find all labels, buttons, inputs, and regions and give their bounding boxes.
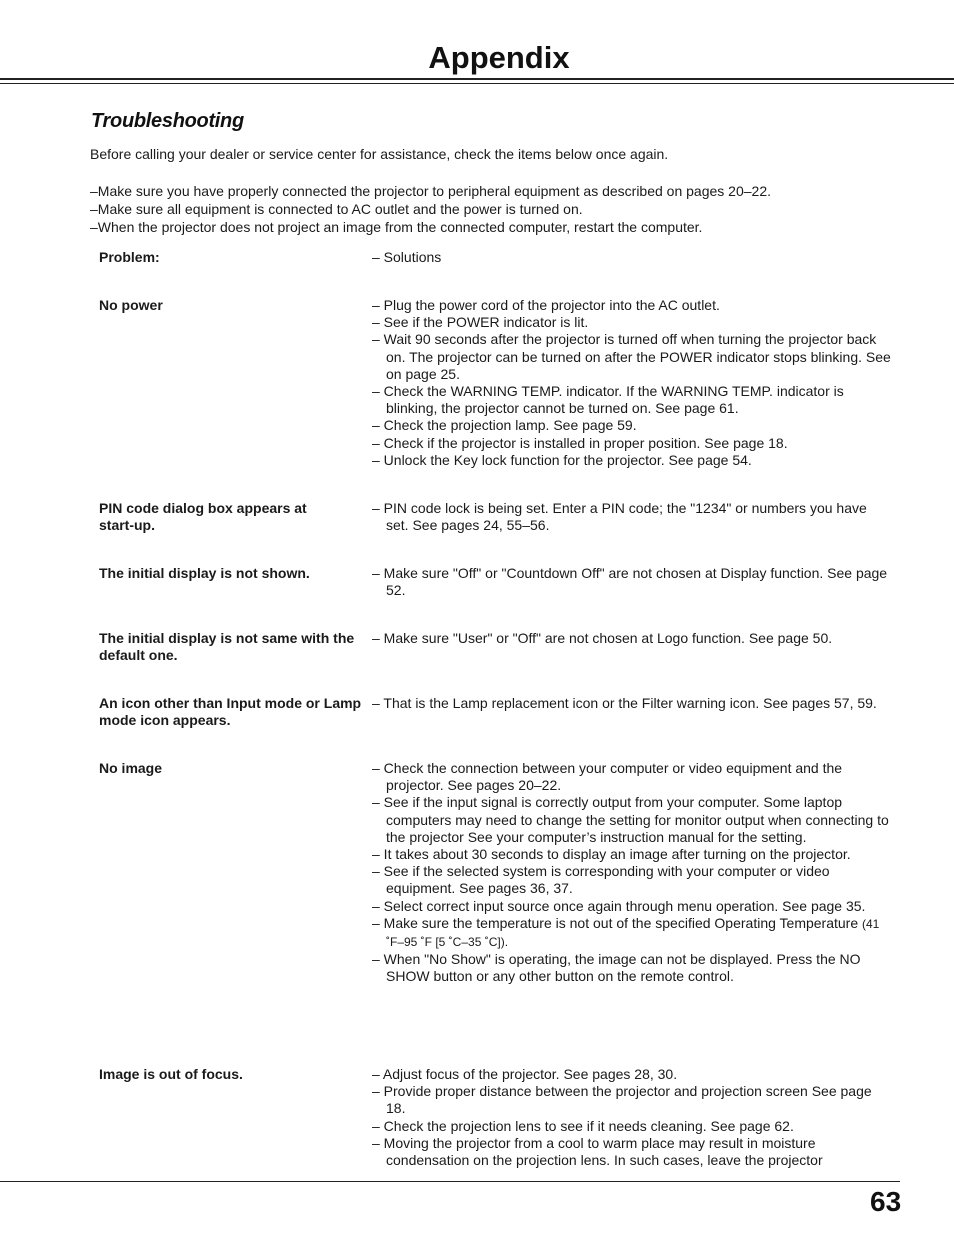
section-title: Troubleshooting: [91, 110, 244, 132]
solutions-list: [372, 760, 892, 986]
solutions-list: [372, 500, 892, 534]
page-number: 63: [870, 1186, 902, 1217]
note-item: –When the projector does not project an image from the connected computer, restart the computer.: [90, 219, 703, 235]
solution-item: – PIN code lock is being set. Enter a PIN code; the "1234" or numbers you have set. See pages 24, 55–56.: [372, 500, 867, 534]
solution-item: – Check the projection lamp. See page 59.: [372, 417, 637, 434]
header-rule: [0, 78, 954, 80]
solution-item: – See if the POWER indicator is lit.: [372, 314, 589, 331]
solution-item: – Select correct input source once again through menu operation. See page 35.: [372, 897, 866, 914]
solutions-list: [372, 297, 892, 469]
page-header-title: Appendix: [428, 40, 570, 75]
solution-item: – That is the Lamp replacement icon or the Filter warning icon. See pages 57, 59.: [372, 695, 877, 711]
note-item: –Make sure all equipment is connected to AC outlet and the power is turned on.: [90, 201, 583, 217]
solution-item: – Plug the power cord of the projector into the AC outlet.: [372, 297, 720, 313]
solution-item: – Moving the projector from a cool to warm place may result in moisture condensation on the projection lens. In such cases, leave the projector: [372, 1134, 823, 1169]
solution-item: – Check the WARNING TEMP. indicator. If the WARNING TEMP. indicator is blinking, the projector cannot be turned on. See page 61.: [372, 383, 844, 417]
problem-label: Image is out of focus.: [99, 1066, 243, 1082]
solutions-column-header: – Solutions: [372, 249, 442, 265]
footer-rule: [0, 1181, 900, 1182]
temperature-range: (41 ˚F–95 ˚F [5 ˚C–35 ˚C]).: [386, 916, 880, 950]
solution-item: – Unlock the Key lock function for the projector. See page 54.: [372, 451, 752, 468]
problem-label: An icon other than Input mode or Lamp mode icon appears.: [99, 695, 362, 729]
solution-item: – Make sure "Off" or "Countdown Off" are not chosen at Display function. See page 52.: [372, 565, 888, 599]
solution-item: – Provide proper distance between the projector and projection screen See page 18.: [372, 1083, 872, 1117]
solution-item: – Wait 90 seconds after the projector is turned off when turning the projector back on. The projector can be turned on after the POWER indicator stops blinking. See on page 25.: [372, 331, 891, 382]
notes-list: [90, 182, 930, 236]
solution-item: – Check the projection lens to see if it needs cleaning. See page 62.: [372, 1117, 794, 1134]
solution-item: – See if the selected system is corresponding with your computer or video equipment. See pages 36, 37.: [372, 863, 830, 897]
solution-item: – Make sure "User" or "Off" are not chosen at Logo function. See page 50.: [372, 630, 833, 646]
solutions-list: [372, 565, 892, 599]
problem-label: The initial display is not shown.: [99, 565, 310, 581]
solution-item: – When "No Show" is operating, the image can not be displayed. Press the NO SHOW button or any other button on the remote control.: [372, 951, 861, 985]
problem-column-header: Problem:: [99, 249, 160, 265]
solution-item: – See if the input signal is correctly output from your computer. Some laptop computers may need to change the setting for monitor output when connecting to the projector See your computer’s instruction manual for the setting.: [372, 794, 889, 845]
intro-text: Before calling your dealer or service center for assistance, check the items below once again.: [90, 146, 669, 162]
solution-item: – It takes about 30 seconds to display an image after turning on the projector.: [372, 846, 851, 863]
solution-item: – Adjust focus of the projector. See pages 28, 30.: [372, 1066, 678, 1082]
problem-label: No image: [99, 760, 163, 776]
solutions-list: [372, 1066, 892, 1169]
problem-label: The initial display is not same with the default one.: [99, 630, 355, 664]
solution-item: – Check if the projector is installed in proper position. See page 18.: [372, 434, 788, 451]
header-rule-thin: [0, 83, 954, 84]
note-item: –Make sure you have properly connected the projector to peripheral equipment as described on pages 20–22.: [90, 183, 771, 199]
solution-text: – Make sure the temperature is not out of the specified Operating Temperature: [372, 914, 859, 931]
problem-label: PIN code dialog box appears at start-up.: [99, 500, 307, 534]
solution-item: [372, 915, 892, 951]
solutions-list: [372, 695, 892, 712]
solution-item: – Check the connection between your computer or video equipment and the projector. See pages 20–22.: [372, 760, 843, 794]
problem-label: No power: [99, 297, 163, 313]
solutions-list: [372, 630, 892, 647]
